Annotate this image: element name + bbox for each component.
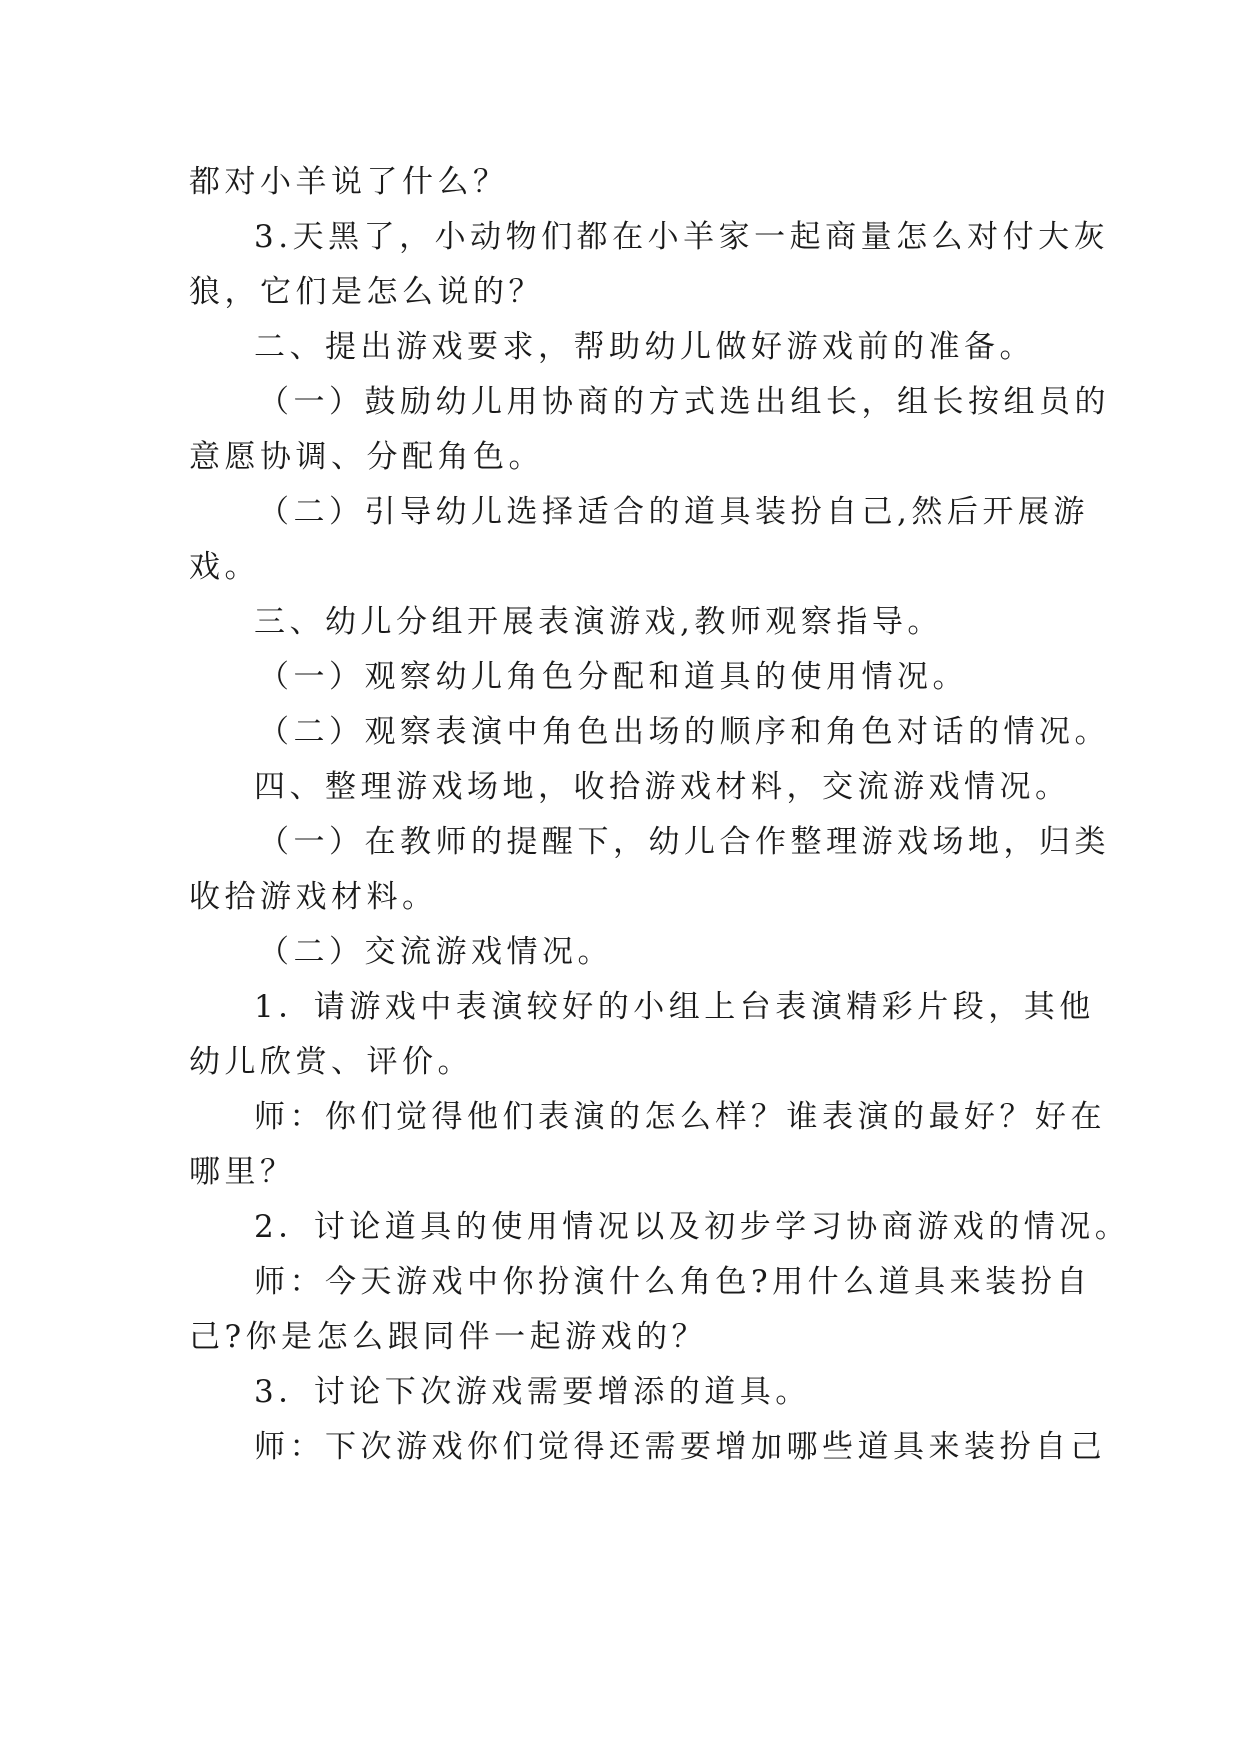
text-line-15: （二）交流游戏情况。: [258, 934, 613, 970]
text-line-7: （二）引导幼儿选择适合的道具装扮自己,然后开展游: [258, 494, 1089, 530]
text-line-8: 戏。: [189, 549, 260, 585]
text-line-19: 哪里？: [189, 1154, 296, 1190]
text-line-2: 3.天黑了，小动物们都在小羊家一起商量怎么对付大灰: [254, 219, 1110, 255]
section-heading-4: 四、整理游戏场地，收拾游戏材料，交流游戏情况。: [254, 769, 1071, 805]
section-heading-2: 二、提出游戏要求，帮助幼儿做好游戏前的准备。: [254, 329, 1035, 365]
text-line-10: （一）观察幼儿角色分配和道具的使用情况。: [258, 659, 968, 695]
text-line-1: 都对小羊说了什么？: [189, 164, 509, 200]
text-line-23: 3．讨论下次游戏需要增添的道具。: [254, 1374, 811, 1410]
text-line-5: （一）鼓励幼儿用协商的方式选出组长，组长按组员的: [258, 384, 1110, 420]
text-line-3: 狼，它们是怎么说的？: [189, 274, 544, 310]
text-line-22: 己?你是怎么跟同伴一起游戏的？: [189, 1319, 708, 1355]
text-line-6: 意愿协调、分配角色。: [189, 439, 544, 475]
text-line-11: （二）观察表演中角色出场的顺序和角色对话的情况。: [258, 714, 1110, 750]
text-line-16: 1．请游戏中表演较好的小组上台表演精彩片段，其他: [254, 989, 1095, 1025]
text-line-24: 师：下次游戏你们觉得还需要增加哪些道具来装扮自己: [254, 1429, 1106, 1465]
text-line-14: 收拾游戏材料。: [189, 879, 438, 915]
text-line-18: 师：你们觉得他们表演的怎么样？谁表演的最好？好在: [254, 1099, 1106, 1135]
text-line-20: 2．讨论道具的使用情况以及初步学习协商游戏的情况。: [254, 1209, 1131, 1245]
text-line-13: （一）在教师的提醒下，幼儿合作整理游戏场地，归类: [258, 824, 1110, 860]
text-line-21: 师：今天游戏中你扮演什么角色?用什么道具来装扮自: [254, 1264, 1092, 1300]
text-line-17: 幼儿欣赏、评价。: [189, 1044, 473, 1080]
section-heading-3: 三、幼儿分组开展表演游戏,教师观察指导。: [254, 604, 943, 640]
